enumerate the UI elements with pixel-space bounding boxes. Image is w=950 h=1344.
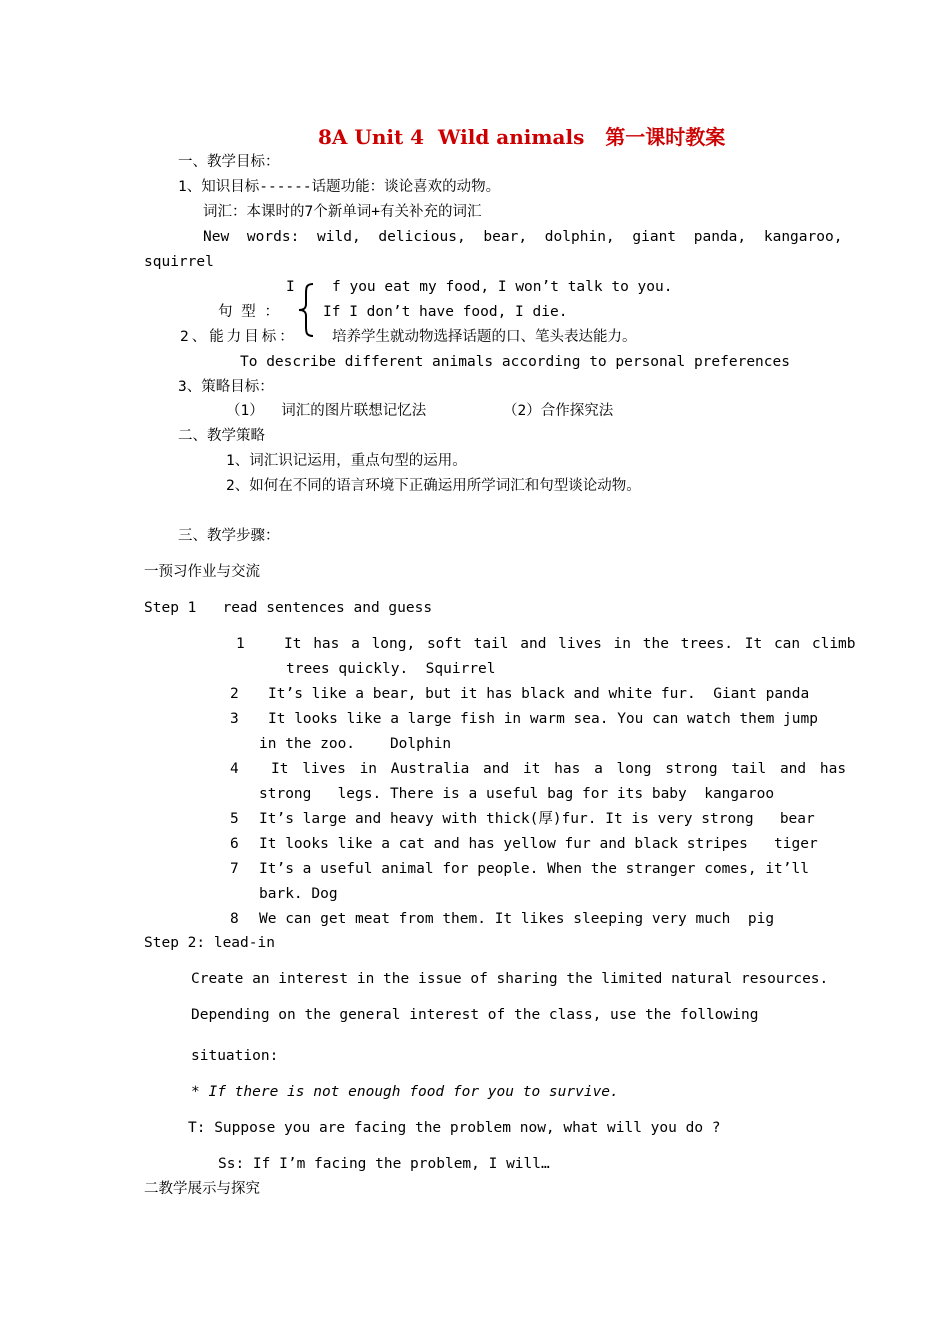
strategy-goal: 3、策略目标： [178, 379, 274, 395]
page-title: 8A Unit 4 Wild animals 第一课时教案 [318, 125, 726, 149]
ability-goal-english: To describe different animals according to personal preferences [240, 354, 790, 370]
list-item-text: We can get meat from them. It likes sleeping very much pig [259, 911, 775, 927]
list-item-text: It looks like a cat and has yellow fur and black stripes tiger [259, 836, 818, 852]
lead-in-line-2: Depending on the general interest of the class, use the following [191, 1007, 759, 1023]
lead-in-line-1: Create an interest in the issue of sharing the limited natural resources. [191, 971, 829, 987]
strategy-method-2: （2）合作探究法 [503, 403, 614, 419]
list-item-number: 2 [230, 686, 239, 702]
section-heading-goals: 一、教学目标： [178, 154, 280, 170]
students-line: Ss: If I’m facing the problem, I will… [218, 1156, 550, 1172]
teacher-line: T: Suppose you are facing the problem now, what will you do ? [188, 1120, 721, 1136]
step-1-heading: Step 1 read sentences and guess [144, 600, 433, 616]
pattern-initial-letter: I [286, 279, 295, 295]
list-item-number: 4 [230, 761, 239, 777]
ability-goal-label: 2、能力目标： [180, 329, 297, 345]
list-item-text: It lives in Australia and it has a long strong tail and has [271, 761, 847, 777]
list-item-number: 6 [230, 836, 239, 852]
list-item-text-continued: bark. Dog [259, 886, 338, 902]
list-item-text: It has a long, soft tail and lives in the trees. It can climb [284, 636, 856, 652]
list-item-number: 8 [230, 911, 239, 927]
list-item-text-continued: in the zoo. Dolphin [259, 736, 452, 752]
list-item-text: It’s large and heavy with thick(厚)fur. It is very strong bear [259, 811, 815, 827]
lead-in-line-3: situation: [191, 1048, 279, 1064]
situation-line: * If there is not enough food for you to survive. [191, 1084, 619, 1100]
section-heading-strategy: 二、教学策略 [178, 428, 265, 444]
list-item-text-continued: trees quickly. Squirrel [286, 661, 496, 677]
step-2-heading: Step 2: lead-in [144, 935, 275, 951]
curly-brace-icon [296, 282, 318, 338]
section-heading-steps: 三、教学步骤： [178, 528, 280, 544]
strategy-item-2: 2、如何在不同的语言环境下正确运用所学词汇和句型谈论动物。 [226, 478, 641, 494]
knowledge-goal: 1、知识目标------话题功能：谈论喜欢的动物。 [178, 179, 501, 195]
vocabulary-line: 词汇：本课时的7个新单词+有关补充的词汇 [203, 204, 482, 220]
part-heading-presentation: 二教学展示与探究 [144, 1181, 260, 1197]
part-heading-preview: 一预习作业与交流 [144, 564, 260, 580]
list-item-number: 3 [230, 711, 239, 727]
strategy-method-1: （1） 词汇的图片联想记忆法 [226, 403, 427, 419]
ability-goal-text: 培养学生就动物选择话题的口、笔头表达能力。 [332, 329, 637, 345]
list-item-text-continued: strong legs. There is a useful bag for its baby kangaroo [259, 786, 775, 802]
list-item-number: 7 [230, 861, 239, 877]
list-item-number: 5 [230, 811, 239, 827]
sentence-pattern-label: 句 型 ： [218, 304, 279, 320]
list-item-text: It’s like a bear, but it has black and white fur. Giant panda [268, 686, 810, 702]
list-item-number: 1 [236, 636, 245, 652]
new-words-continued: squirrel [144, 254, 214, 270]
sentence-pattern-1: f you eat my food, I won’t talk to you. [332, 279, 673, 295]
list-item-text: It looks like a large fish in warm sea. You can watch them jump [268, 711, 818, 727]
list-item-text: It’s a useful animal for people. When the stranger comes, it’ll [259, 861, 809, 877]
sentence-pattern-2: If I don’t have food, I die. [323, 304, 568, 320]
new-words-line: New words: wild, delicious, bear, dolphin, giant panda, kangaroo, [203, 229, 843, 245]
strategy-item-1: 1、词汇识记运用，重点句型的运用。 [226, 453, 467, 469]
